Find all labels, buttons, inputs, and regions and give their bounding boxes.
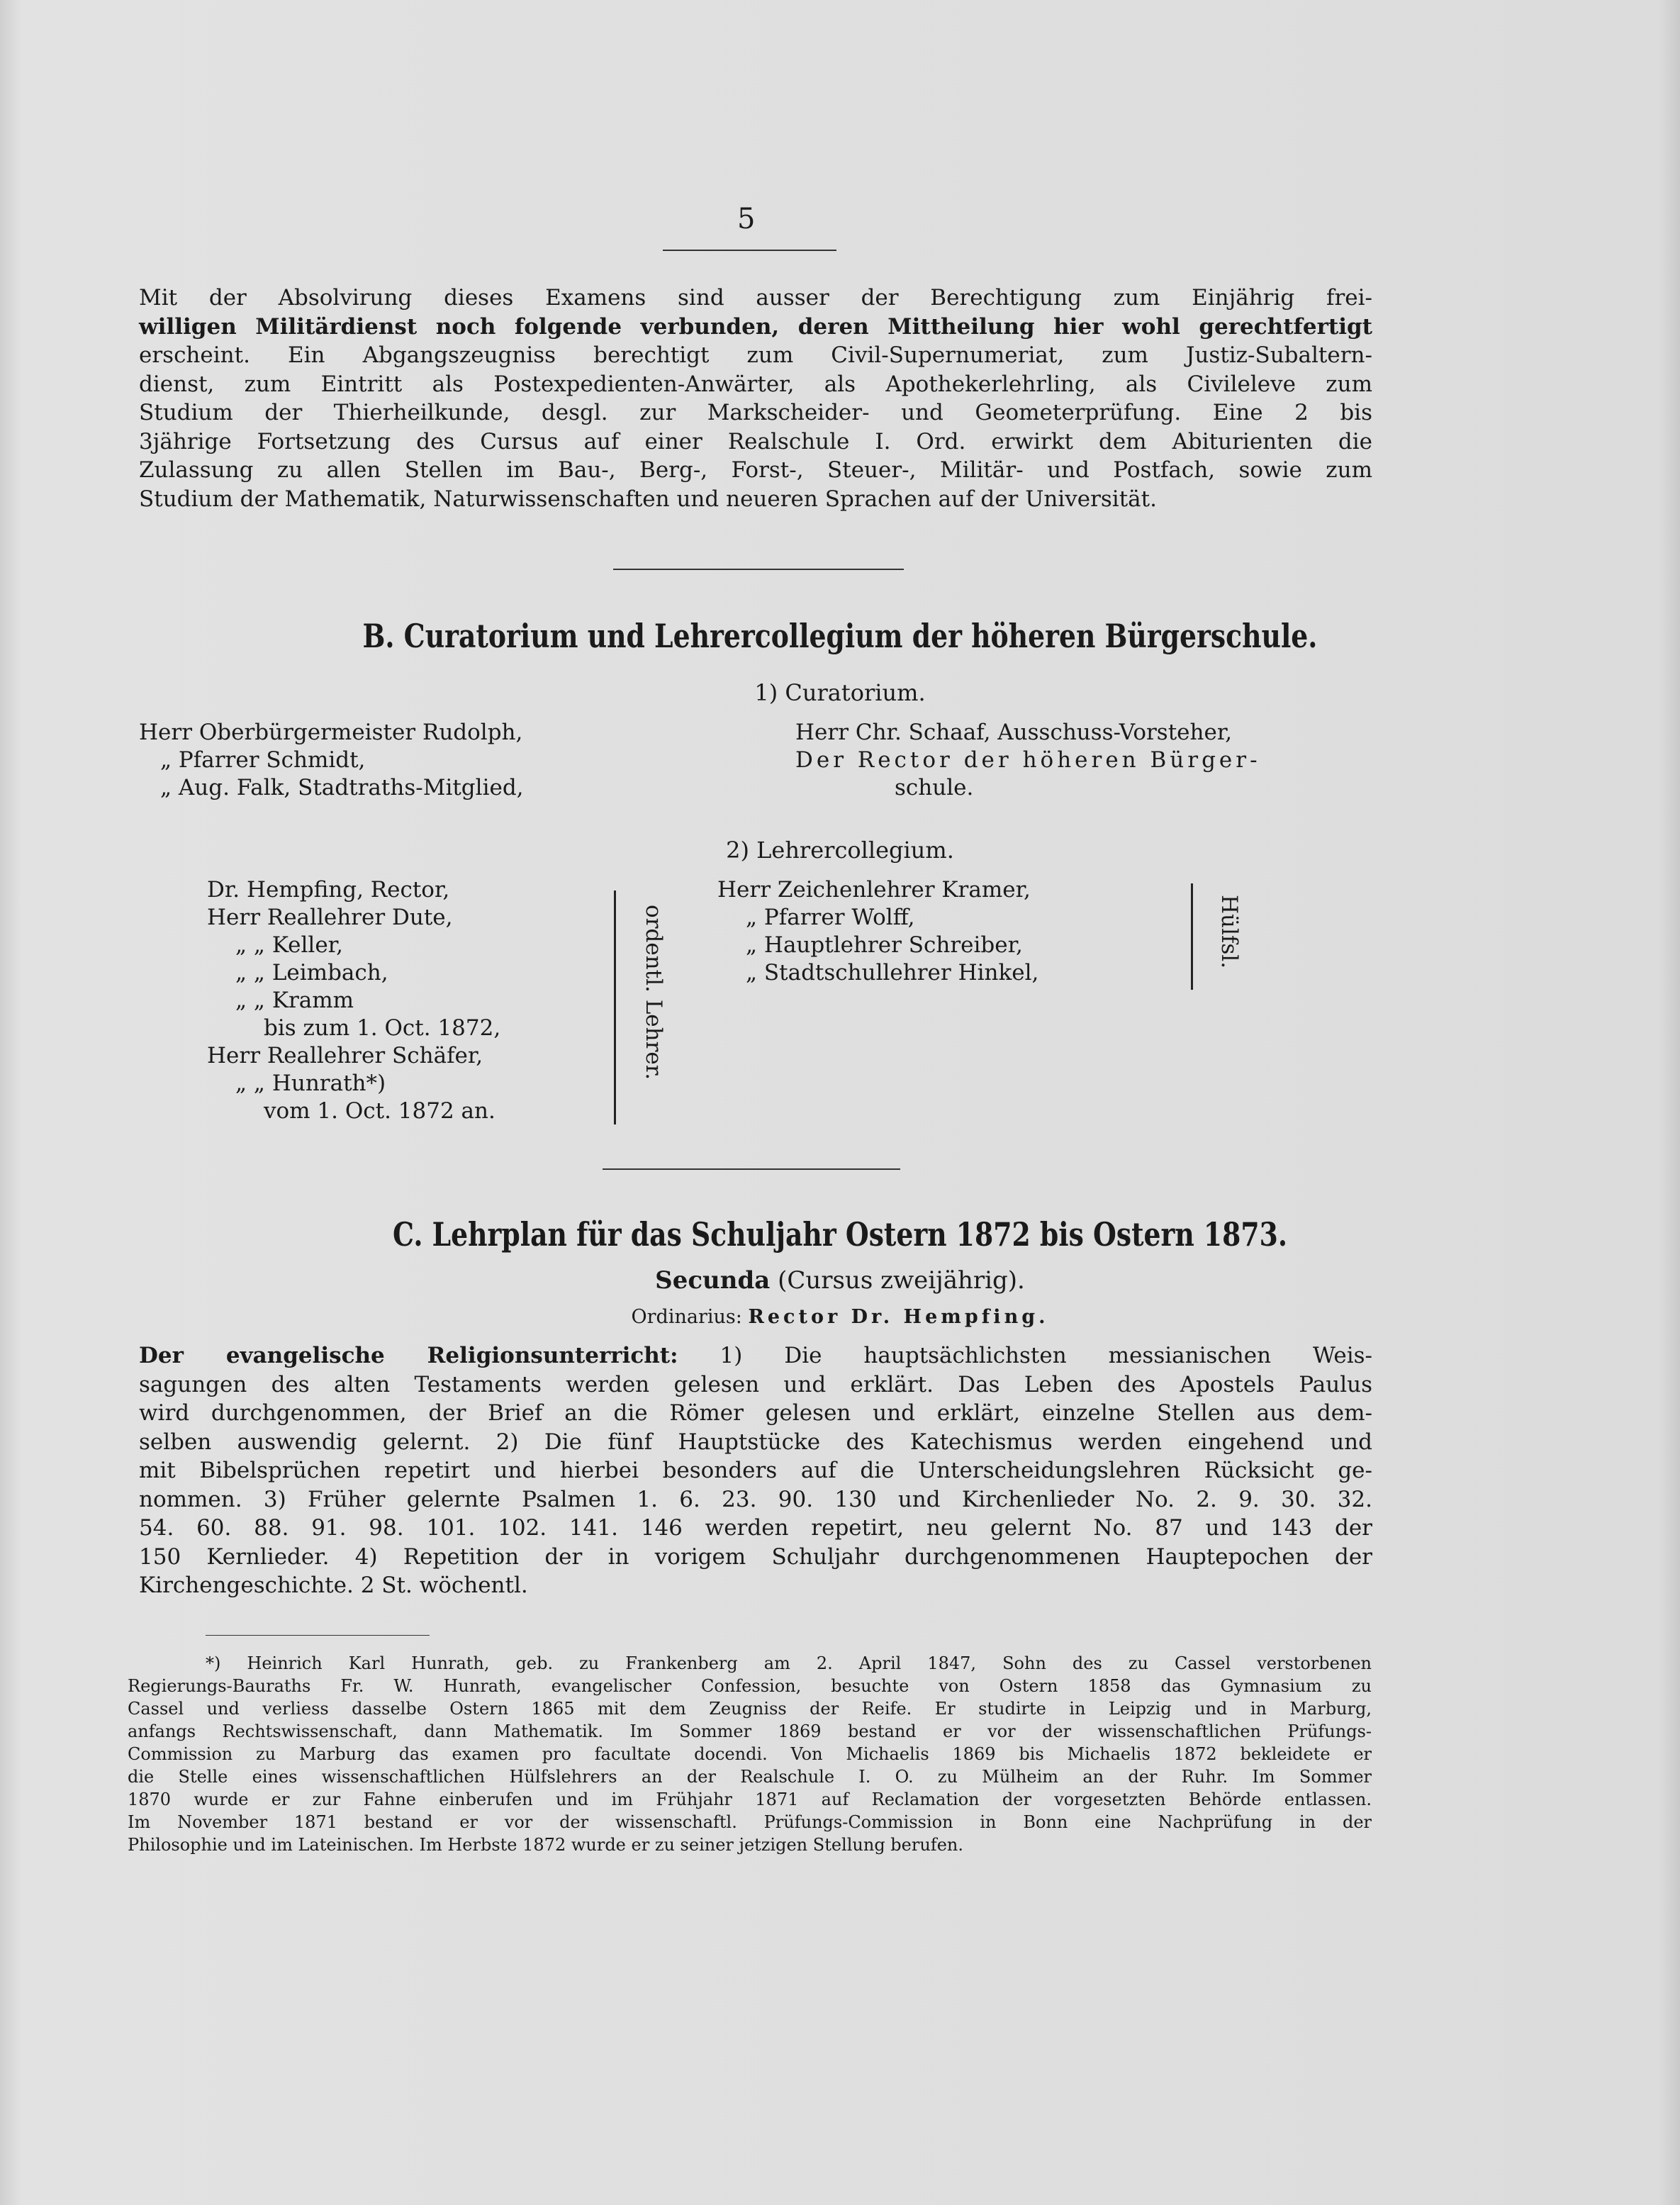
religion-line-start: 1) Die hauptsächlichsten messianischen Weis-: [678, 1343, 1373, 1368]
footnote-line: Cassel und verliess dasselbe Ostern 1865 mit dem Zeugniss der Reife. Er studirte in Leipzig und in Marburg,: [128, 1699, 1372, 1719]
religion-heading: Der evangelische Religionsunterricht:: [139, 1343, 678, 1368]
intro-line: willigen Militärdienst noch folgende verbunden, deren Mittheilung hier wohl gerechtfertigt: [139, 313, 1372, 340]
intro-line: Zulassung zu allen Stellen im Bau-, Berg-, Forst-, Steuer-, Militär- und Postfach, sowie zum: [139, 457, 1372, 483]
footnote-line: anfangs Rechtswissenschaft, dann Mathematik. Im Sommer 1869 bestand er vor der wissenschaftlichen Prüfungs-: [128, 1721, 1372, 1741]
footnote-rule: [206, 1635, 430, 1636]
teacher-entry: „ „ Kramm: [235, 988, 354, 1013]
page-number: 5: [737, 203, 756, 235]
huelfsl-label: Hülfsl.: [1216, 895, 1242, 969]
intro-line: erscheint. Ein Abgangszeugniss berechtigt zum Civil-Supernumeriat, zum Justiz-Subaltern-: [139, 342, 1372, 368]
assistant-entry: „ Stadtschullehrer Hinkel,: [746, 960, 1039, 986]
footnote-line: *) Heinrich Karl Hunrath, geb. zu Frankenberg am 2. April 1847, Sohn des zu Cassel verstorbenen: [206, 1653, 1372, 1673]
assistant-entry: „ Pfarrer Wolff,: [746, 905, 915, 930]
lehrercollegium-right: [717, 876, 1038, 987]
intro-paragraph: [139, 284, 1372, 513]
footnote-line: Im November 1871 bestand er vor der wissenschaftl. Prüfungs-Commission in Bonn eine Nachprüfung in der: [128, 1812, 1372, 1832]
section-c-title: C. Lehrplan für das Schuljahr Ostern 1872 bis Ostern 1873.: [392, 1215, 1288, 1254]
left-brace: [614, 891, 616, 1124]
right-brace: [1191, 883, 1193, 990]
footnote-line: die Stelle eines wissenschaftlichen Hülfslehrers an der Realschule I. O. zu Mülheim an der Ruhr. Im Sommer: [128, 1767, 1372, 1787]
religion-line: Kirchengeschichte. 2 St. wöchentl.: [139, 1573, 528, 1598]
curatorium-member: schule.: [895, 775, 974, 800]
ordentl-lehrer-label: ordentl. Lehrer.: [641, 905, 666, 1081]
intro-line: dienst, zum Eintritt als Postexpedienten-Anwärter, als Apothekerlehrling, als Civileleve zum: [139, 371, 1372, 397]
intro-line: Studium der Thierheilkunde, desgl. zur Markscheider- und Geometerprüfung. Eine 2 bis: [139, 400, 1372, 425]
assistant-entry: Herr Zeichenlehrer Kramer,: [717, 877, 1031, 903]
assistant-entry: „ Hauptlehrer Schreiber,: [746, 932, 1023, 958]
page-number-rule: [663, 250, 836, 251]
ordinarius-value: Rector Dr. Hempfing.: [748, 1306, 1049, 1328]
section-b-title: B. Curatorium und Lehrercollegium der höheren Bürgerschule.: [362, 617, 1318, 655]
footnote: [128, 1652, 1372, 1856]
curatorium-member: „ Aug. Falk, Stadtraths-Mitglied,: [160, 775, 524, 800]
religion-line: selben auswendig gelernt. 2) Die fünf Hauptstücke des Katechismus werden eingehend und: [139, 1429, 1372, 1455]
lehrercollegium-left: [207, 876, 500, 1125]
religion-line: [139, 1341, 1372, 1371]
religion-paragraph: [139, 1341, 1372, 1600]
intro-line: Studium der Mathematik, Naturwissenschaften und neueren Sprachen auf der Universität.: [139, 486, 1157, 512]
religion-line: 150 Kernlieder. 4) Repetition der in vorigem Schuljahr durchgenommenen Hauptepochen der: [139, 1544, 1372, 1570]
curatorium-member: Der Rector der höheren Bürger-: [795, 747, 1261, 773]
curatorium-member: „ Pfarrer Schmidt,: [160, 747, 366, 773]
teacher-entry: vom 1. Oct. 1872 an.: [264, 1098, 495, 1124]
religion-line: wird durchgenommen, der Brief an die Römer gelesen und erklärt, einzelne Stellen aus dem-: [139, 1400, 1372, 1426]
religion-line: mit Bibelsprüchen repetirt und hierbei besonders auf die Unterscheidungslehren Rücksicht ge-: [139, 1458, 1372, 1483]
section-divider: [603, 1168, 900, 1170]
religion-line: 54. 60. 88. 91. 98. 101. 102. 141. 146 werden repetirt, neu gelernt No. 87 und 143 der: [139, 1515, 1372, 1541]
teacher-entry: „ „ Leimbach,: [235, 960, 388, 986]
curatorium-left: [139, 719, 524, 802]
teacher-entry: „ „ Hunrath*): [235, 1071, 386, 1096]
ordinarius-line: [0, 1306, 1680, 1328]
curatorium-member: Herr Oberbürgermeister Rudolph,: [139, 720, 523, 745]
curatorium-right: [795, 719, 1261, 802]
footnote-line: Regierungs-Bauraths Fr. W. Hunrath, evangelischer Confession, besuchte von Ostern 1858 das Gymnasium zu: [128, 1676, 1372, 1696]
class-heading: [0, 1266, 1680, 1295]
intro-line: Mit der Absolvirung dieses Examens sind ausser der Berechtigung zum Einjährig frei-: [139, 285, 1372, 311]
religion-line: sagungen des alten Testaments werden gelesen und erklärt. Das Leben des Apostels Paulus: [139, 1371, 1372, 1397]
footnote-line: Commission zu Marburg das examen pro facultate docendi. Von Michaelis 1869 bis Michaelis 1872 bekleidete er: [128, 1744, 1372, 1764]
lehrercollegium-heading: 2) Lehrercollegium.: [726, 837, 954, 864]
intro-line: 3jährige Fortsetzung des Cursus auf einer Realschule I. Ord. erwirkt dem Abiturienten die: [139, 428, 1372, 454]
curatorium-member: Herr Chr. Schaaf, Ausschuss-Vorsteher,: [795, 720, 1233, 745]
curatorium-heading: 1) Curatorium.: [754, 679, 926, 706]
ordinarius-label: Ordinarius:: [631, 1306, 742, 1328]
footnote-line: 1870 wurde er zur Fahne einberufen und im Frühjahr 1871 auf Reclamation der vorgesetzten Behörde entlassen.: [128, 1790, 1372, 1809]
teacher-entry: „ „ Keller,: [235, 932, 343, 958]
teacher-entry: Herr Reallehrer Dute,: [207, 905, 453, 930]
class-name: Secunda: [655, 1266, 771, 1295]
religion-line: nommen. 3) Früher gelernte Psalmen 1. 6. 23. 90. 130 und Kirchenlieder No. 2. 9. 30. 32.: [139, 1486, 1372, 1512]
section-divider: [613, 569, 904, 570]
class-note: (Cursus zweijährig).: [778, 1266, 1025, 1295]
teacher-entry: bis zum 1. Oct. 1872,: [264, 1015, 501, 1041]
footnote-line: Philosophie und im Lateinischen. Im Herbste 1872 wurde er zu seiner jetzigen Stellung berufen.: [128, 1835, 963, 1855]
teacher-entry: Herr Reallehrer Schäfer,: [207, 1043, 483, 1068]
teacher-entry: Dr. Hempfing, Rector,: [207, 877, 450, 903]
